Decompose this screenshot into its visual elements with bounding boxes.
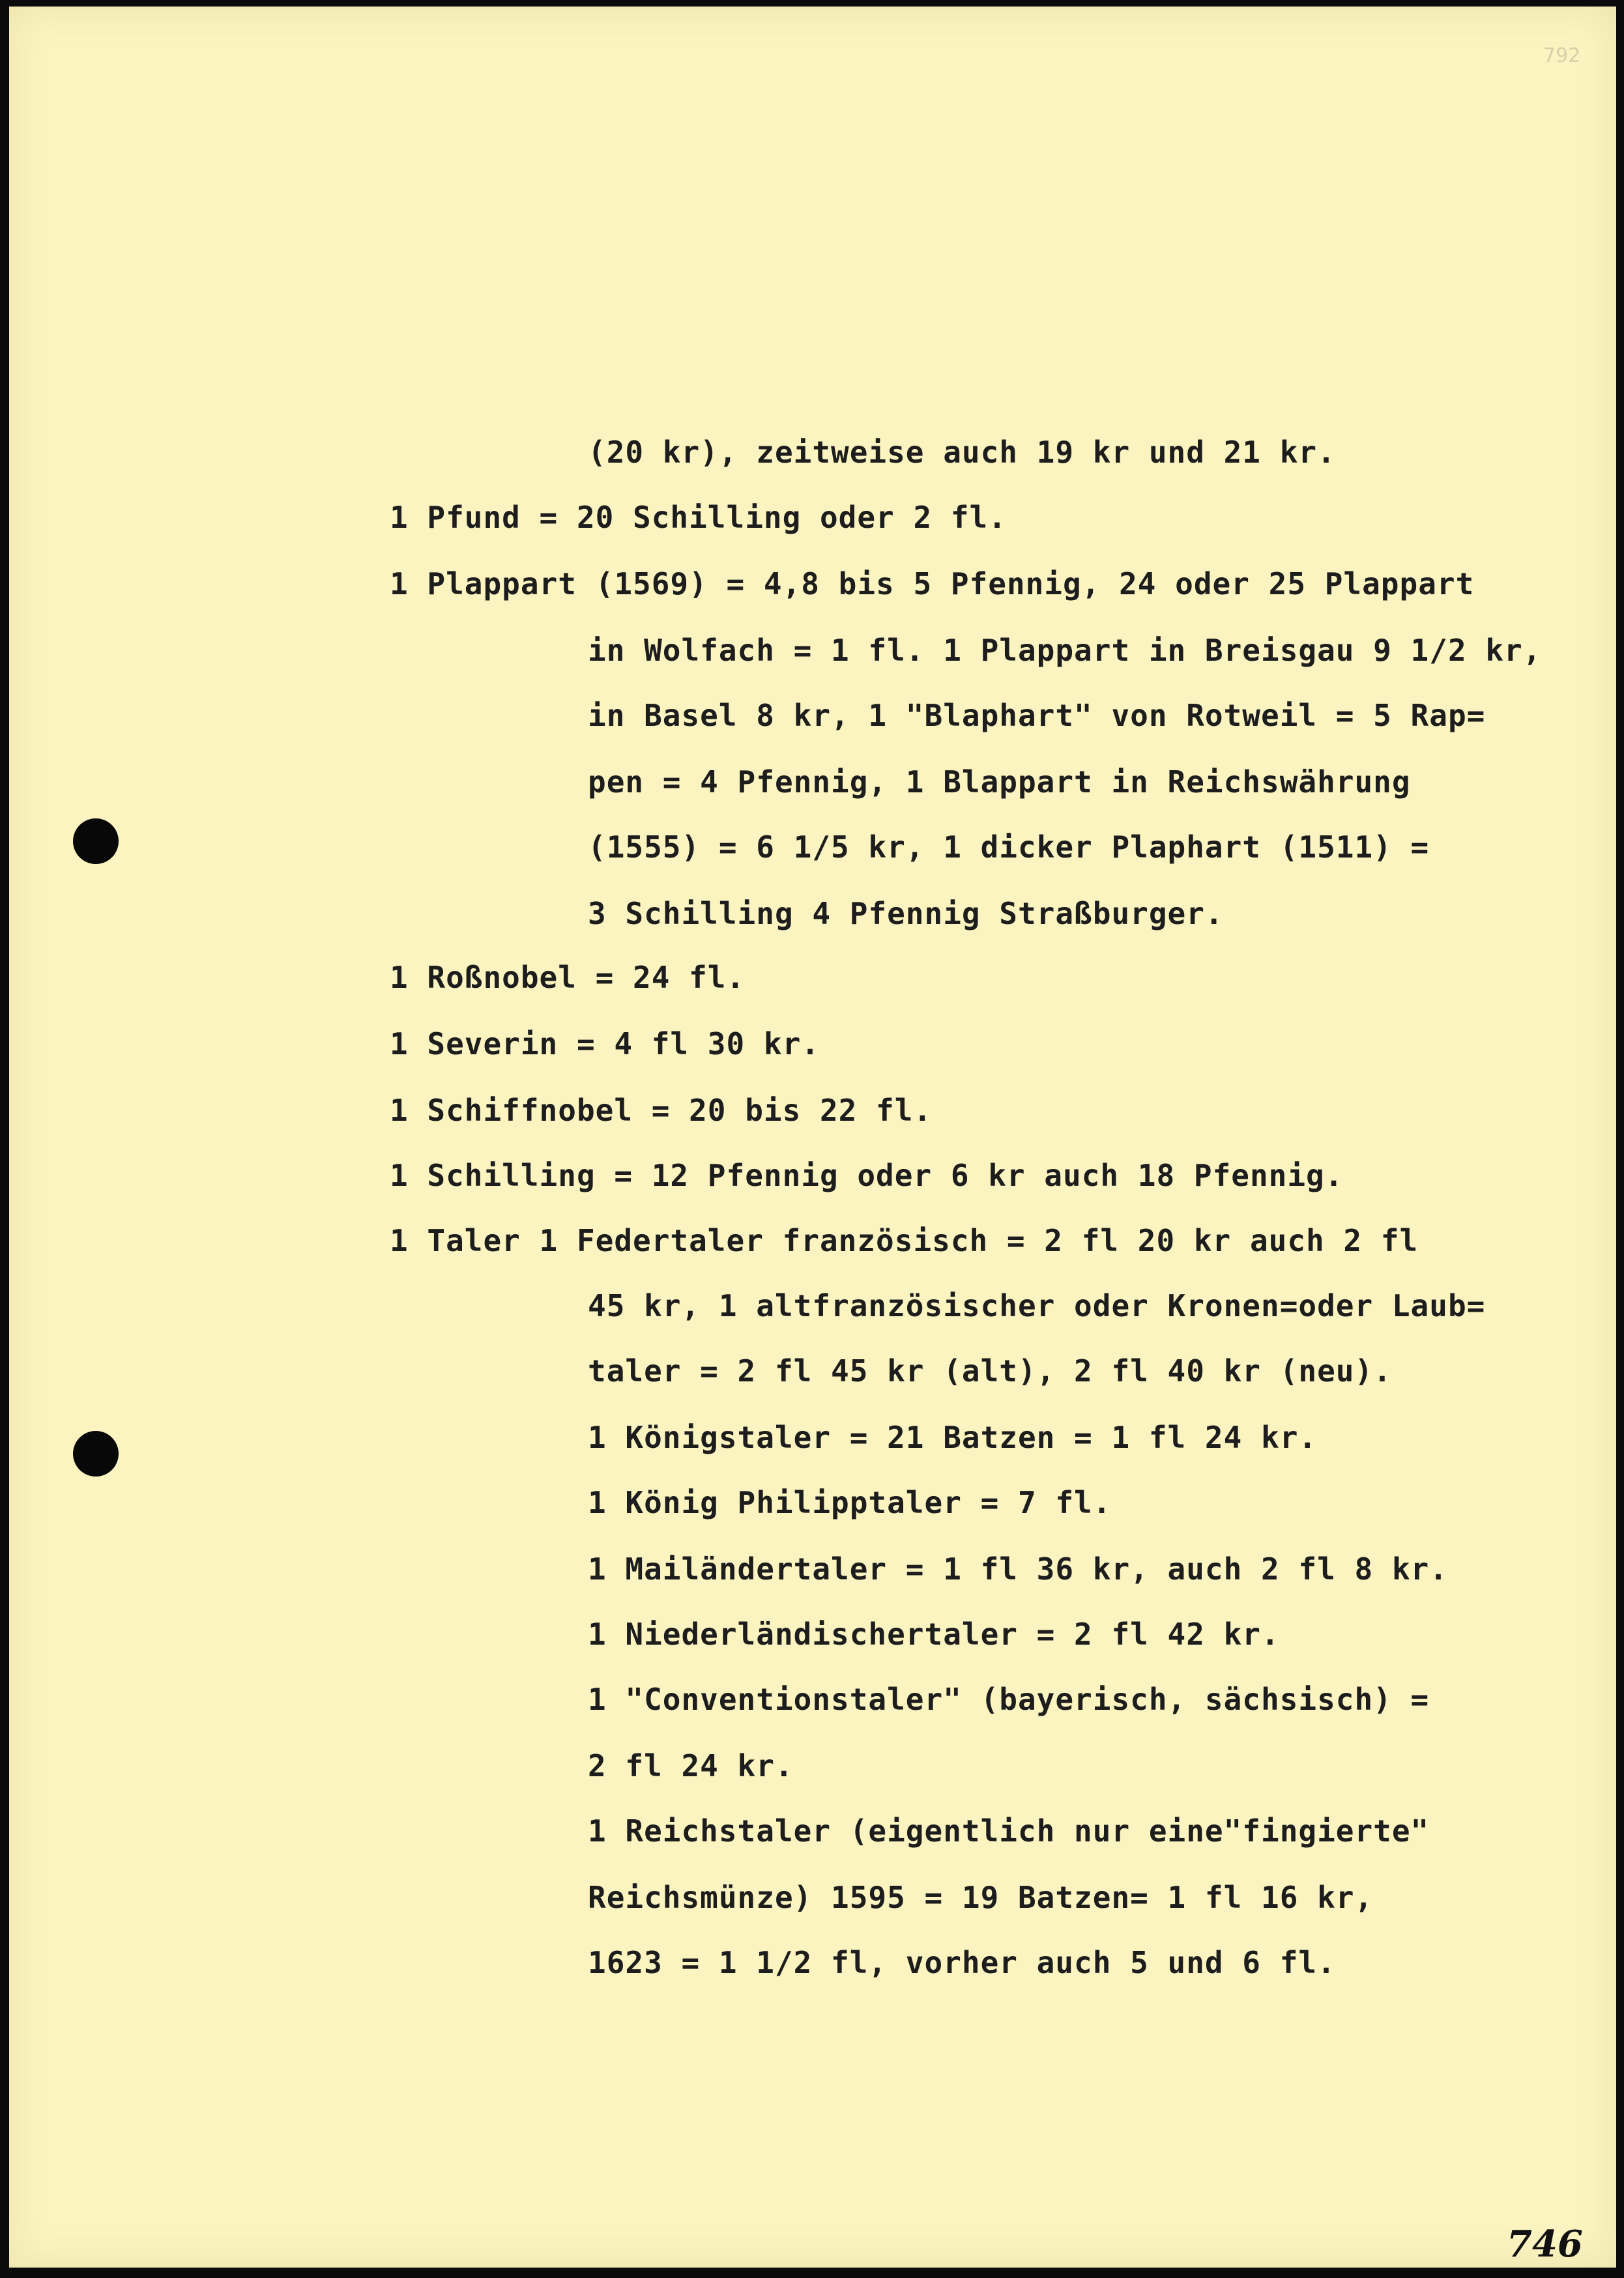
text-line: (1555) = 6 1/5 kr, 1 dicker Plaphart (1511) =: [588, 829, 1430, 865]
text-line: 1 Severin = 4 fl 30 kr.: [390, 1026, 820, 1061]
text-line: in Wolfach = 1 fl. 1 Plappart in Breisgau 9 1/2 kr,: [588, 633, 1542, 668]
text-line: in Basel 8 kr, 1 "Blaphart" von Rotweil = 5 Rap=: [588, 698, 1486, 733]
text-line: 1 Plappart (1569) = 4,8 bis 5 Pfennig, 24 oder 25 Plappart: [390, 566, 1475, 601]
text-line: 1 König Philipptaler = 7 fl.: [588, 1485, 1112, 1520]
text-line: 1 Niederländischertaler = 2 fl 42 kr.: [588, 1617, 1280, 1652]
text-line: pen = 4 Pfennig, 1 Blappart in Reichswährung: [588, 764, 1411, 800]
punch-hole-bottom: [73, 1431, 119, 1477]
text-line: (20 kr), zeitweise auch 19 kr und 21 kr.: [588, 435, 1336, 470]
text-line: 1 "Conventionstaler" (bayerisch, sächsisch) =: [588, 1682, 1430, 1717]
text-line: 45 kr, 1 altfranzösischer oder Kronen=oder Laub=: [588, 1288, 1486, 1323]
text-line: 1 Schilling = 12 Pfennig oder 6 kr auch 18 Pfennig.: [390, 1158, 1344, 1193]
text-line: 1 Roßnobel = 24 fl.: [390, 960, 746, 995]
text-line: 3 Schilling 4 Pfennig Straßburger.: [588, 896, 1224, 931]
document-page: [9, 7, 1616, 2268]
text-line: 1 Mailändertaler = 1 fl 36 kr, auch 2 fl 8 kr.: [588, 1551, 1448, 1587]
text-line: 1 Taler 1 Federtaler französisch = 2 fl 20 kr auch 2 fl: [390, 1223, 1419, 1258]
folio-number: 746: [1507, 2223, 1583, 2266]
punch-hole-top: [73, 818, 119, 864]
text-line: 1 Königstaler = 21 Batzen = 1 fl 24 kr.: [588, 1420, 1318, 1455]
text-line: 1623 = 1 1/2 fl, vorher auch 5 und 6 fl.: [588, 1945, 1336, 1980]
text-line: 2 fl 24 kr.: [588, 1748, 794, 1783]
corner-mark: 792: [1543, 44, 1581, 67]
text-line: taler = 2 fl 45 kr (alt), 2 fl 40 kr (neu).: [588, 1353, 1392, 1389]
text-line: Reichsmünze) 1595 = 19 Batzen= 1 fl 16 kr,: [588, 1880, 1374, 1915]
text-line: 1 Pfund = 20 Schilling oder 2 fl.: [390, 500, 1007, 535]
text-line: 1 Reichstaler (eigentlich nur eine"fingierte": [588, 1813, 1430, 1849]
text-line: 1 Schiffnobel = 20 bis 22 fl.: [390, 1093, 933, 1128]
